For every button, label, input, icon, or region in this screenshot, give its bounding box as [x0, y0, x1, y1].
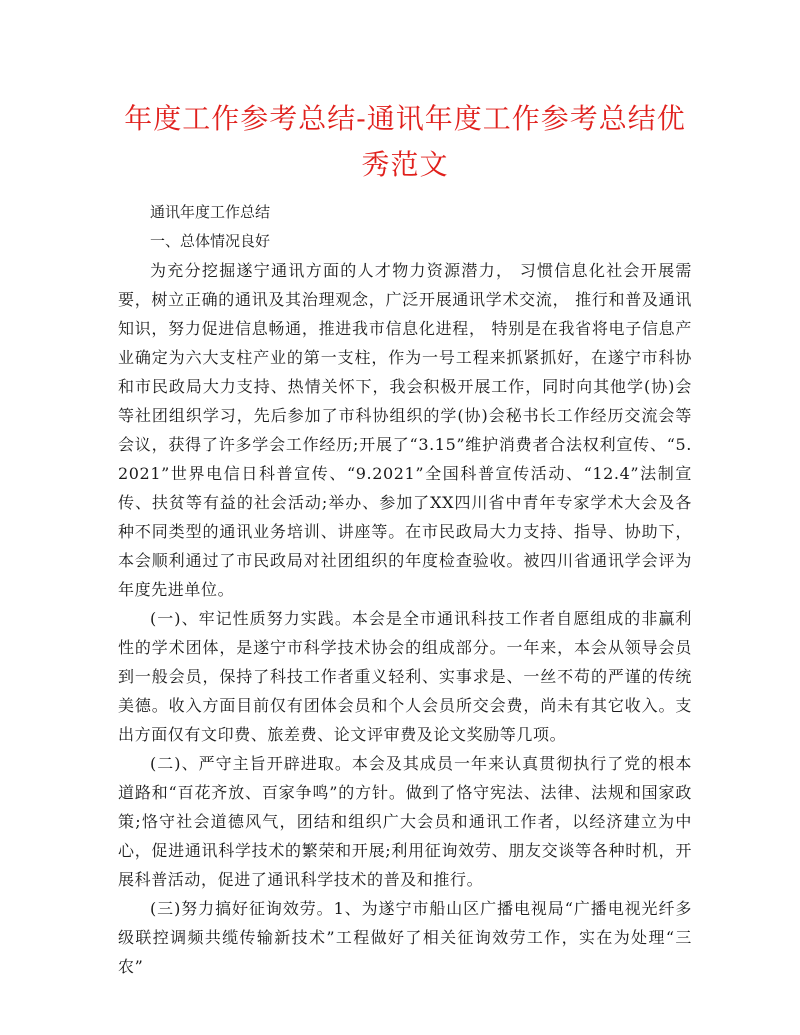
document-title: 年度工作参考总结-通讯年度工作参考总结优秀范文 [124, 102, 686, 181]
section-heading: 一、总体情况良好 [150, 232, 271, 250]
body-paragraph: (二)、严守主旨开辟进取。本会及其成员一年来认真贯彻执行了党的根本道路和“百花齐放、百家争鸣”的方针。做到了恪守宪法、法律、法规和国家政策;恪守社会道德风气，团结和组织广大会员和通讯工作者，以经济建立为中心，促进通讯科学技术的繁荣和开展;利用征询效劳、朋友交谈等各种时机，开展科普活动，促进了通讯科学技术的普及和推行。 [118, 754, 692, 889]
document-subtitle: 通讯年度工作总结 [150, 203, 271, 221]
body-paragraph: (三)努力搞好征询效劳。1、为遂宁市船山区广播电视局“广播电视光纤多级联控调频共缆传输新技术”工程做好了相关征询效劳工作，实在为处理“三农” [118, 899, 692, 976]
body-paragraph: (一)、牢记性质努力实践。本会是全市通讯科技工作者自愿组成的非赢利性的学术团体，是遂宁市科学技术协会的组成部分。一年来，本会从领导会员到一般会员，保持了科技工作者重义轻利、实事求是、一丝不苟的严谨的传统美德。收入方面目前仅有团体会员和个人会员所交会费，尚未有其它收入。支出方面仅有文印费、旅差费、论文评审费及论文奖励等几项。 [118, 609, 692, 744]
body-paragraph: 为充分挖掘遂宁通讯方面的人才物力资源潜力， 习惯信息化社会开展需要，树立正确的通讯及其治理观念，广泛开展通讯学术交流， 推行和普及通讯知识，努力促进信息畅通，推进我市信息化进程， 特别是在我省将电子信息产业确定为六大支柱产业的第一支柱，作为一号工程来抓紧抓好，在遂宁市科协和市民政局大力支持、热情关怀下，我会积极开展工作，同时向其他学(协)会等社团组织学习，先后参加了市科协组织的学(协)会秘书长工作经历交流会等会议，获得了许多学会工作经历;开展了“3.15”维护消费者合法权利宣传、“5.2021”世界电信日科普宣传、“9.2021”全国科普宣传活动、“12.4”法制宣传、扶贫等有益的社会活动;举办、参加了XX四川省中青年专家学术大会及各种不同类型的通讯业务培训、讲座等。在市民政局大力支持、指导、协助下，本会顺利通过了市民政局对社团组织的年度检查验收。被四川省通讯学会评为年度先进单位。 [118, 261, 692, 599]
